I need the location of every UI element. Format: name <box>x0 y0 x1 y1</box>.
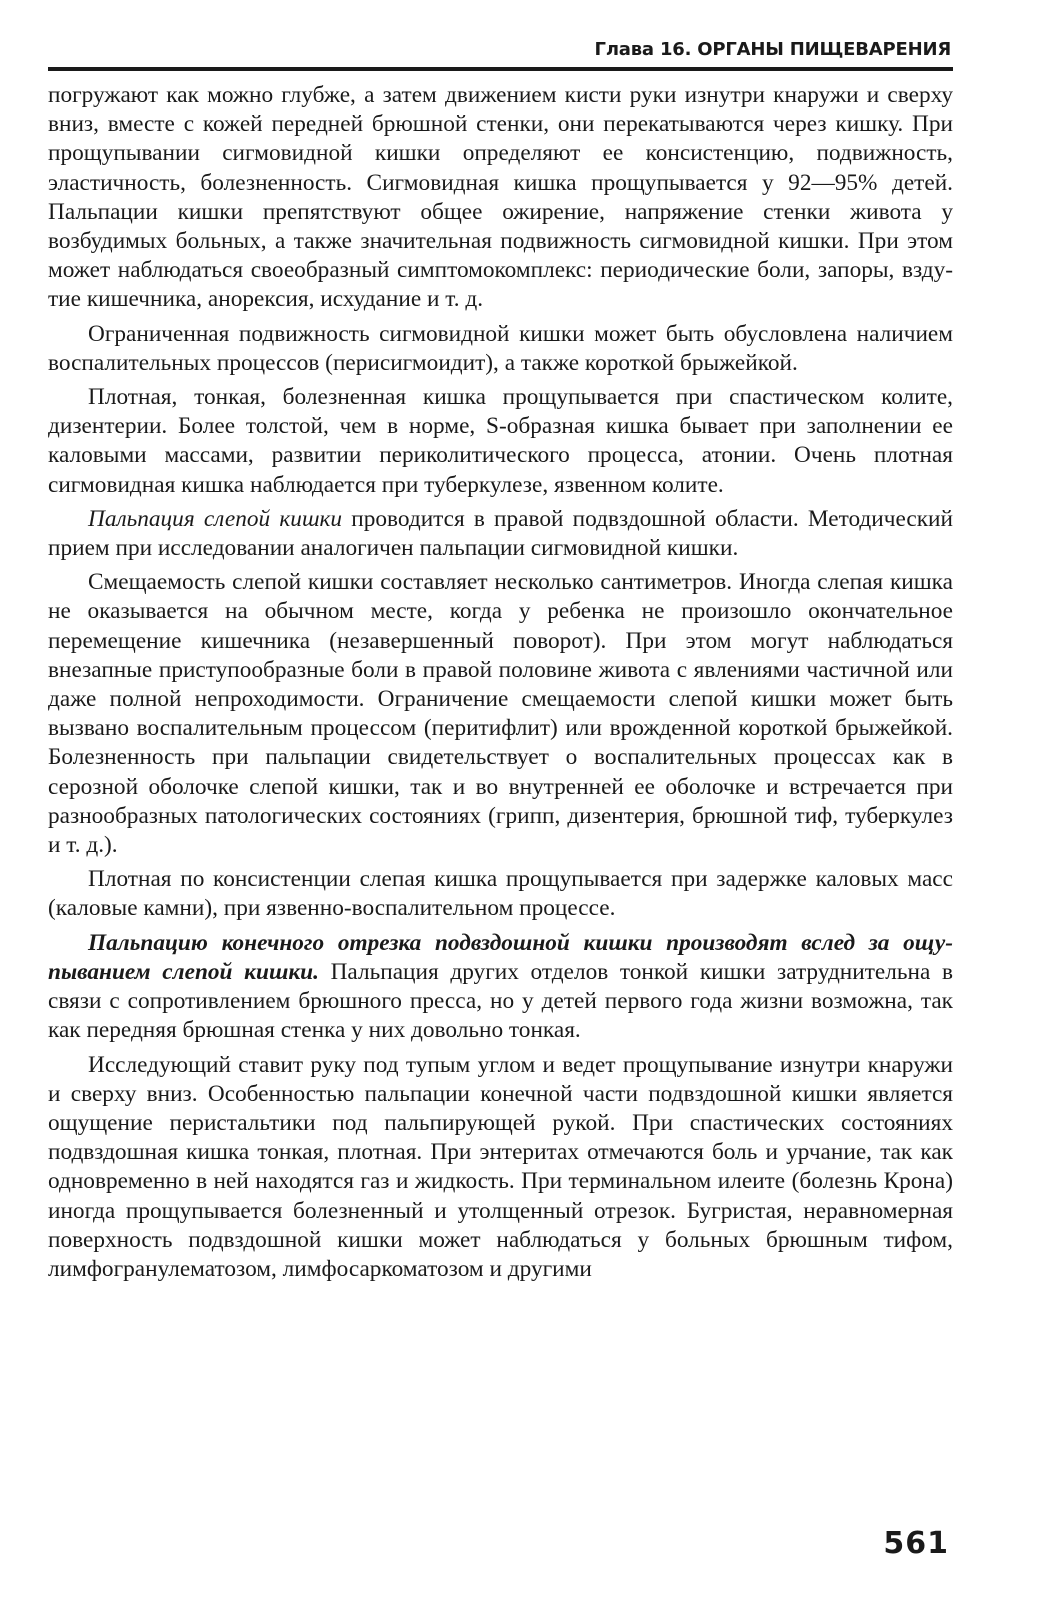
page-number: 561 <box>883 1526 949 1561</box>
paragraph-7-text: Пальпация других отделов тонкой кишки затруднительна в связи с сопротивлением брюшного пресса, но у детей первого года жизни возможна, так как передняя брюшная стенка у них довольно тонкая. <box>48 958 953 1044</box>
paragraph-7-italic-lead: Пальпацию конечного отрезка подвздошной кишки производят вслед за ощупыванием слепой кишки. <box>48 929 953 985</box>
paragraph-5 <box>48 568 953 860</box>
running-header: Глава 16. ОРГАНЫ ПИЩЕВАРЕНИЯ <box>594 39 951 60</box>
paragraph-8 <box>48 1051 953 1285</box>
paragraph-1-text: погружают как можно глубже, а затем движением кисти руки изнутри кнаружи и сверху вниз, вместе с кожей передней брюшной стенки, они перекатываются через кишку. При прощупывании сигмовидной кишки определяют ее консистенцию, подвижность, эластичность, болезненность. Сигмовидная кишка прощупывается у 92—95% детей. Пальпации кишки препятствуют общее ожирение, напряжение стенки живота у возбудимых больных, а также значительная подвижность сигмовидной кишки. При этом может наблюдаться своеобразный симптомокомплекс: периодические боли, запоры, вздутие кишечника, анорексия, исхудание и т. д. <box>48 82 953 313</box>
paragraph-6 <box>48 865 953 923</box>
paragraph-3 <box>48 383 953 500</box>
paragraph-2 <box>48 320 953 378</box>
paragraph-6-text: Плотная по консистенции слепая кишка прощупывается при задержке каловых масс (каловые камни), при язвенно-воспалительном процессе. <box>48 866 953 922</box>
paragraph-8-text: Исследующий ставит руку под тупым углом и ведет прощупывание изнутри кнаружи и сверху вниз. Особенностью пальпации конечной части подвздошной кишки является ощущение перистальтики под пальпирующей рукой. При спастических состояниях подвздошная кишка тонкая, плотная. При энтеритах отмечаются боль и урчание, так как одновременно в ней находятся газ и жидкость. При терминальном илеите (болезнь Крона) иногда прощупывается болезненный и утолщенный отрезок. Бугристая, неравномерная поверхность подвздошной кишки может наблюдаться у больных брюшным тифом, лимфогранулематозом, лимфосаркоматозом и другими <box>48 1051 953 1282</box>
paragraph-3-text: Плотная, тонкая, болезненная кишка прощупывается при спастическом колите, дизентерии. Более толстой, чем в норме, S-образная кишка бывает при заполнении ее каловыми массами, развитии периколитического процесса, атонии. Очень плотная сигмовидная кишка наблюдается при туберкулезе, язвенном колите. <box>48 384 953 498</box>
paragraph-4-italic-lead: Пальпация слепой кишки <box>88 505 343 532</box>
paragraph-1 <box>48 81 953 315</box>
paragraph-7 <box>48 929 953 1046</box>
paragraph-5-text: Смещаемость слепой кишки составляет несколько сантиметров. Иногда слепая кишка не оказывается на обычном месте, когда у ребенка не произошло окончательное перемещение кишечника (незавершенный поворот). При этом могут наблюдаться внезапные приступообразные боли в правой половине живота с явлениями частичной или даже полной непроходимости. Ограничение смещаемости слепой кишки может быть вызвано воспалительным процессом (перитифлит) или врожденной короткой брыжейкой. Болезненность при пальпации свидетельствует о воспалительных процессах как в серозной оболочке слепой кишки, так и во внутренней ее оболочке и встречается при разнообразных патологических состояниях (грипп, дизентерия, брюшной тиф, туберкулез и т. д.). <box>48 569 953 859</box>
paragraph-4-text: проводится в правой подвздошной области. Методический прием при исследовании аналогичен пальпации сигмовидной кишки. <box>48 505 953 562</box>
paragraph-2-text: Ограниченная подвижность сигмовидной кишки может быть обусловлена наличием воспалительных процессов (перисигмоидит), а также короткой брыжейкой. <box>48 320 953 376</box>
body-text <box>48 81 953 1284</box>
header-rule <box>48 67 953 71</box>
book-page <box>48 38 953 1289</box>
paragraph-4 <box>48 505 953 563</box>
